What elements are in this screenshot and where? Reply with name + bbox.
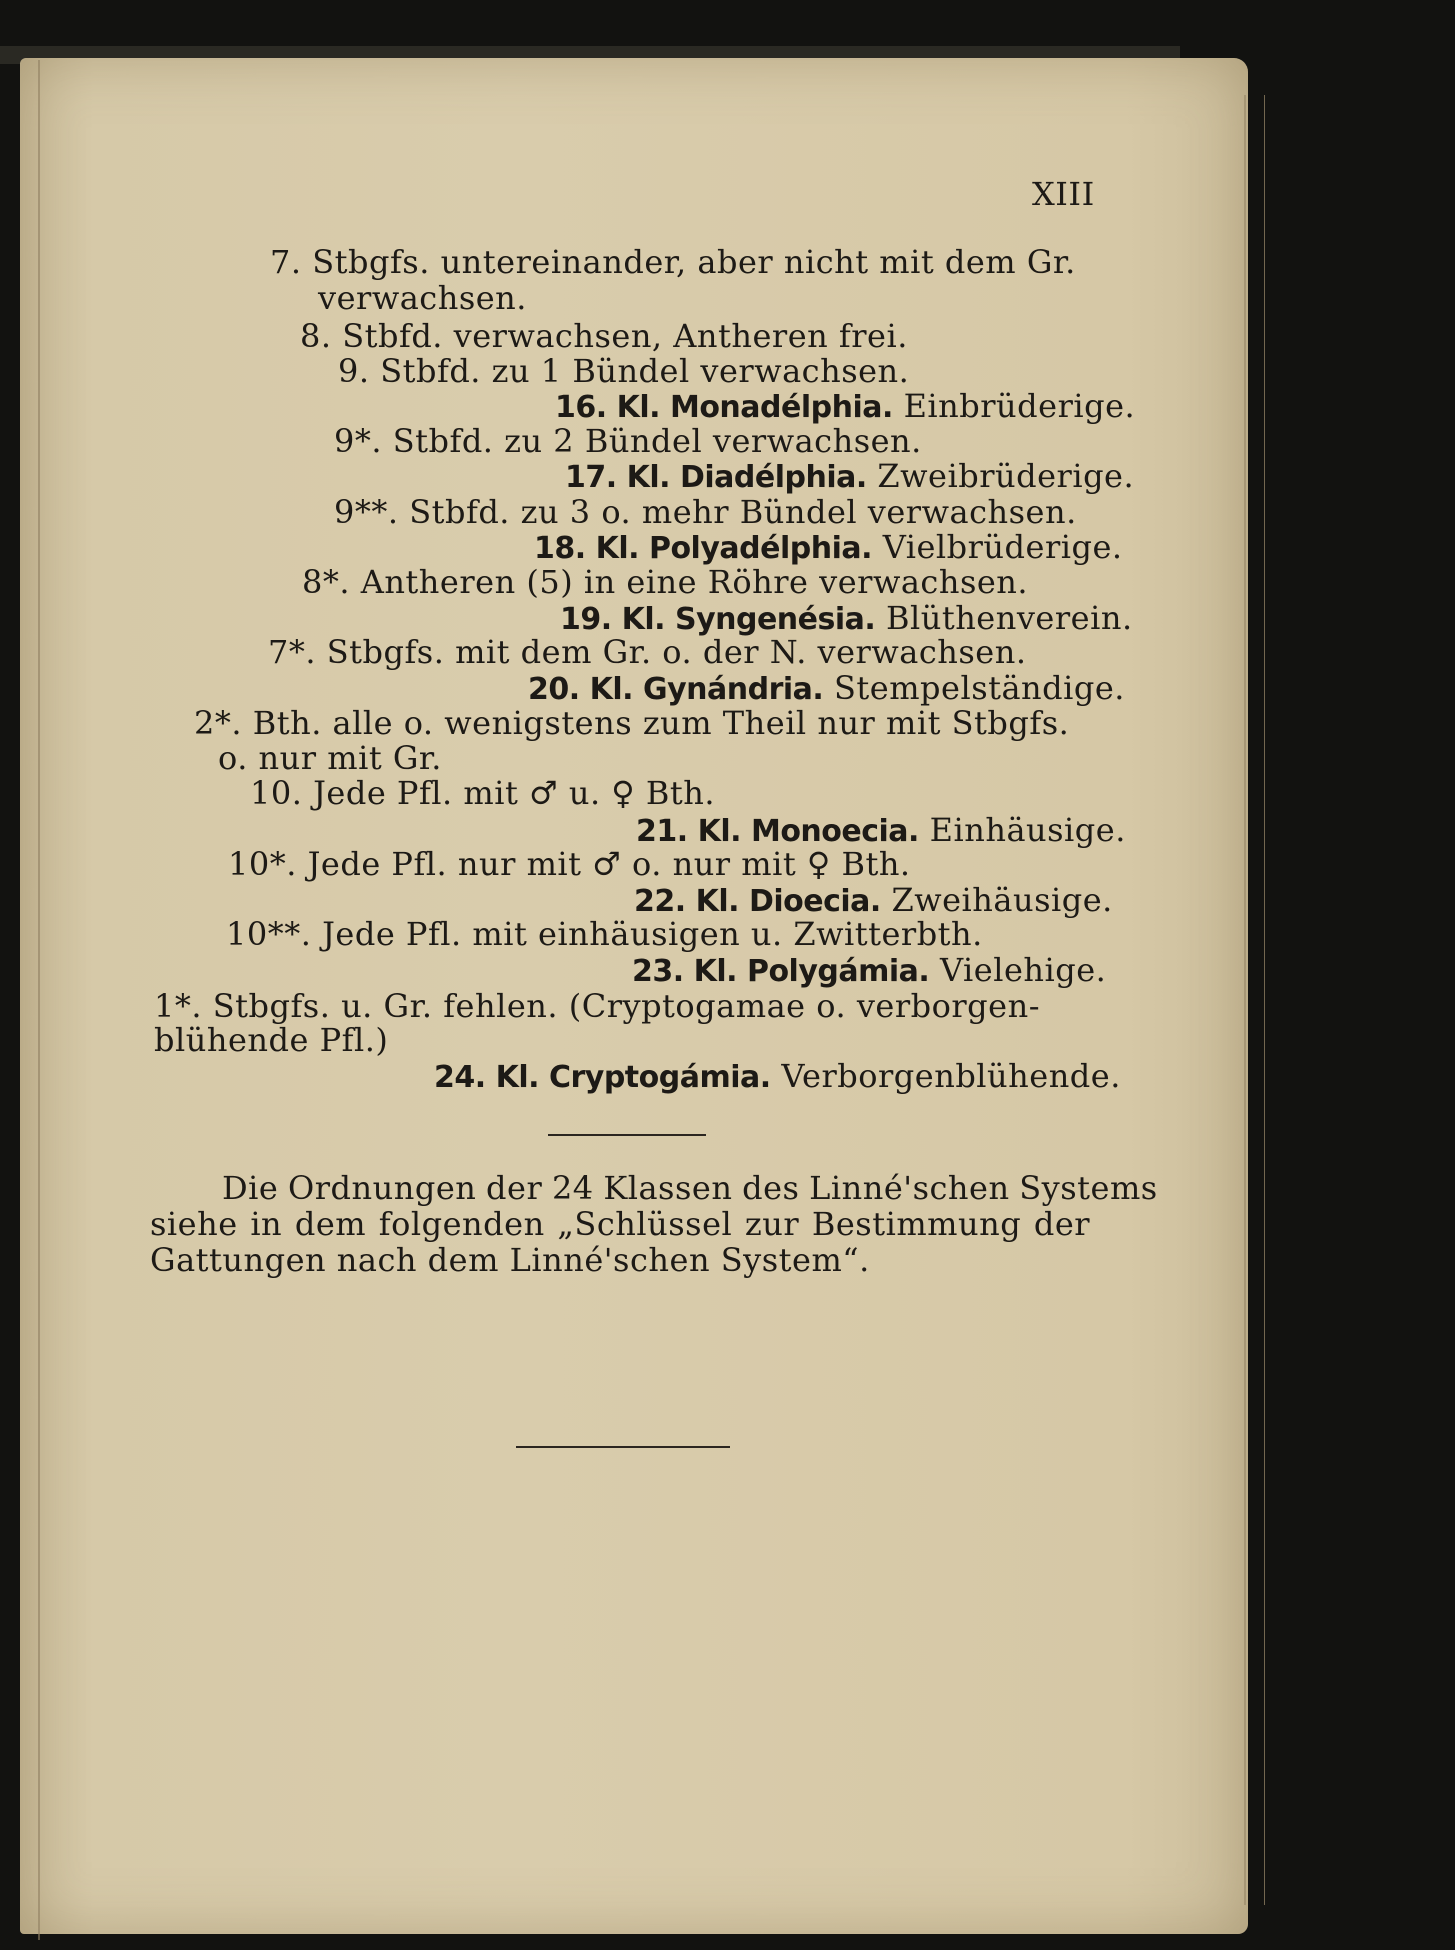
class-name: 20. Kl. Gynándria. (528, 672, 824, 707)
page-edge (1244, 95, 1265, 1905)
class-desc: Stempelständige. (823, 669, 1125, 707)
class-desc: Einbrüderige. (892, 387, 1136, 425)
key-line-10: o. nur mit Gr. (218, 739, 442, 777)
separator-rule (548, 1134, 706, 1136)
class-name: 23. Kl. Polygámia. (632, 954, 930, 989)
note-line-3: Gattungen nach dem Linné'schen System“. (150, 1241, 870, 1279)
class-name: 16. Kl. Monadélphia. (555, 390, 893, 425)
key-line-5: 9*. Stbfd. zu 2 Bündel verwachsen. (334, 422, 922, 460)
key-line-6: 9**. Stbfd. zu 3 o. mehr Bündel verwachsen. (334, 493, 1077, 531)
class-line-24 (434, 1058, 1121, 1096)
class-name: 19. Kl. Syngenésia. (560, 602, 876, 637)
class-desc: Einhäusige. (918, 811, 1126, 849)
note-line-1: Die Ordnungen der 24 Klassen des Linné'schen Systems (222, 1169, 1158, 1207)
class-desc: Vielehige. (929, 951, 1107, 989)
key-line-8: 7*. Stbgfs. mit dem Gr. o. der N. verwachsen. (268, 633, 1027, 671)
key-line-15: blühende Pfl.) (154, 1021, 389, 1059)
class-name: 22. Kl. Dioecia. (634, 884, 881, 919)
key-line-12: 10*. Jede Pfl. nur mit ♂ o. nur mit ♀ Bth. (228, 845, 911, 883)
class-line-23 (632, 952, 1106, 990)
class-line-18 (534, 529, 1123, 567)
key-line-9: 2*. Bth. alle o. wenigstens zum Theil nur mit Stbgfs. (194, 704, 1070, 742)
class-desc: Vielbrüderige. (872, 528, 1123, 566)
key-line-1: 7. Stbgfs. untereinander, aber nicht mit dem Gr. (270, 243, 1076, 281)
class-name: 18. Kl. Polyadélphia. (534, 531, 873, 566)
key-line-13: 10**. Jede Pfl. mit einhäusigen u. Zwitterbth. (226, 915, 983, 953)
class-name: 21. Kl. Monoecia. (636, 814, 919, 849)
key-line-2: verwachsen. (318, 279, 527, 317)
key-line-11: 10. Jede Pfl. mit ♂ u. ♀ Bth. (250, 774, 716, 812)
class-name: 24. Kl. Cryptogámia. (434, 1060, 771, 1095)
key-line-14: 1*. Stbgfs. u. Gr. fehlen. (Cryptogamae o. verborgen- (154, 987, 1041, 1025)
class-desc: Blüthenverein. (875, 599, 1133, 637)
key-line-4: 9. Stbfd. zu 1 Bündel verwachsen. (338, 352, 910, 390)
class-desc: Zweibrüderige. (866, 457, 1135, 495)
note-line-2: siehe in dem folgenden „Schlüssel zur Bestimmung der (150, 1205, 1091, 1243)
class-name: 17. Kl. Diadélphia. (565, 460, 867, 495)
page-gutter (38, 60, 66, 1940)
class-line-20 (528, 670, 1125, 708)
class-desc: Zweihäusige. (880, 881, 1113, 919)
end-rule (516, 1446, 730, 1448)
class-line-16 (555, 388, 1135, 426)
key-line-7: 8*. Antheren (5) in eine Röhre verwachsen. (302, 563, 1029, 601)
key-line-3: 8. Stbfd. verwachsen, Antheren frei. (300, 317, 908, 355)
class-desc: Verborgenblühende. (770, 1057, 1121, 1095)
page-number: XIII (1032, 175, 1095, 213)
class-line-17 (565, 458, 1134, 496)
